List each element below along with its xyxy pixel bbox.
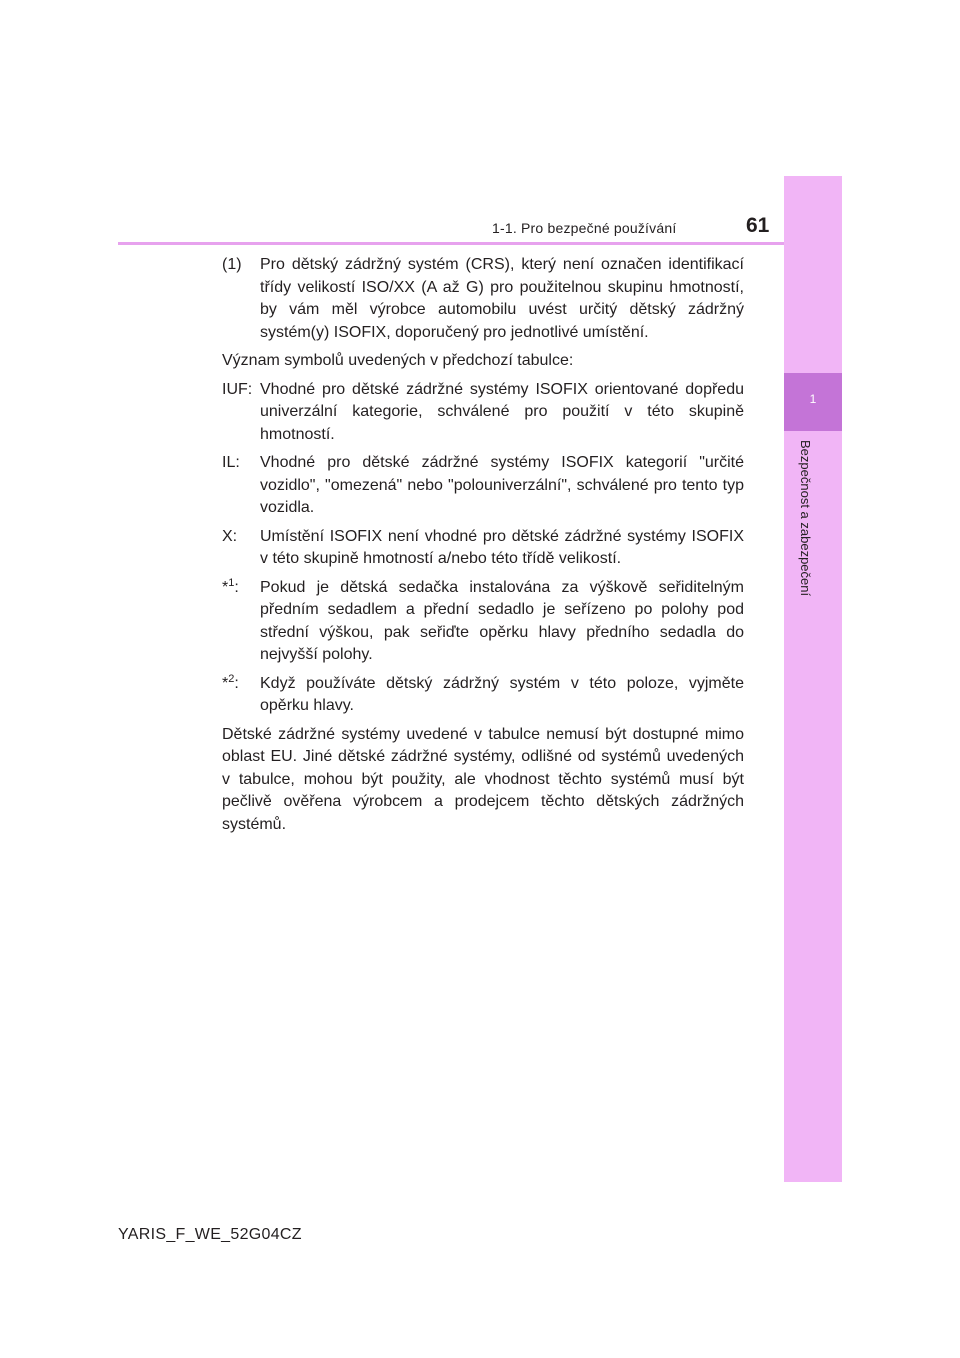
note-text: Pro dětský zádržný systém (CRS), který není označen identifikací třídy velikostí ISO/XX (A až G) pro použitelnou skupinu hmotností, by vám měl výrobce automobilu uvést určitý dětský zádržný systém(y) ISOFIX, doporučený pro jednotlivé umístění. [260,256,744,341]
legend-intro: Význam symbolů uvedených v předchozí tabulce: [222,352,574,369]
legend-symbol: IL: [222,454,240,471]
footnote-number: 1 [228,576,235,589]
legend-text: Vhodné pro dětské zádržné systémy ISOFIX orientované dopředu univerzální kategorie, schválené pro použití v této skupině hmotností. [260,380,744,443]
section-title: 1-1. Pro bezpečné používání [492,220,677,236]
legend-item-iuf [222,379,744,447]
legend-symbol: X: [222,527,238,545]
legend-text: Vhodné pro dětské zádržné systémy ISOFIX kategorií "určité vozidlo", "omezená" nebo "polouniverzální", schválené pro tento typ vozidla. [260,454,744,516]
closing-paragraph: Dětské zádržné systémy uvedené v tabulce nemusí být dostupné mimo oblast EU. Jiné dětské zádržné systémy, odlišné od systémů uvedených v tabulce, mohou být použity, ale vhodnost těchto systémů musí být pečlivě ověřena výrobcem a prodejcem těchto dětských zádržných systémů. [222,725,744,833]
note-label: (1) [222,256,242,273]
footnote-text: Když používáte dětský zádržný systém v této poloze, vyjměte opěrku hlavy. [260,674,744,714]
side-tab-background [784,176,842,1182]
footnote-1 [222,577,744,667]
footnote-number: 2 [228,672,235,685]
footnote-marker: *$^2$: [222,672,239,692]
page-number: 61 [746,214,770,237]
footnote-marker: *$^1$: [222,576,239,596]
page-content [222,254,744,842]
footnote-text: Pokud je dětská sedačka instalována za výškově seřiditelným předním sedadlem a přední sedadlo je seřízeno po polohy pod střední výškou, pak seřiďte opěrku hlavy předního sedadla do nejvyšší polohy. [260,578,744,663]
note-1 [222,254,744,344]
legend-item-x [222,526,744,571]
document-code: YARIS_F_WE_52G04CZ [118,1226,302,1243]
chapter-label-text: Bezpečnost a zabezpečení [798,440,813,597]
footnote-star: * [222,674,229,692]
legend-text: Umístění ISOFIX není vhodné pro dětské zádržné systémy ISOFIX v této skupině hmotností a/nebo této třídě velikostí. [260,527,744,567]
chapter-number: 1 [809,392,817,406]
footnote-2 [222,673,744,718]
footnote-star: * [222,578,229,596]
legend-symbol: IUF: [222,380,253,398]
legend-item-il [222,452,744,520]
header-divider [118,242,784,245]
